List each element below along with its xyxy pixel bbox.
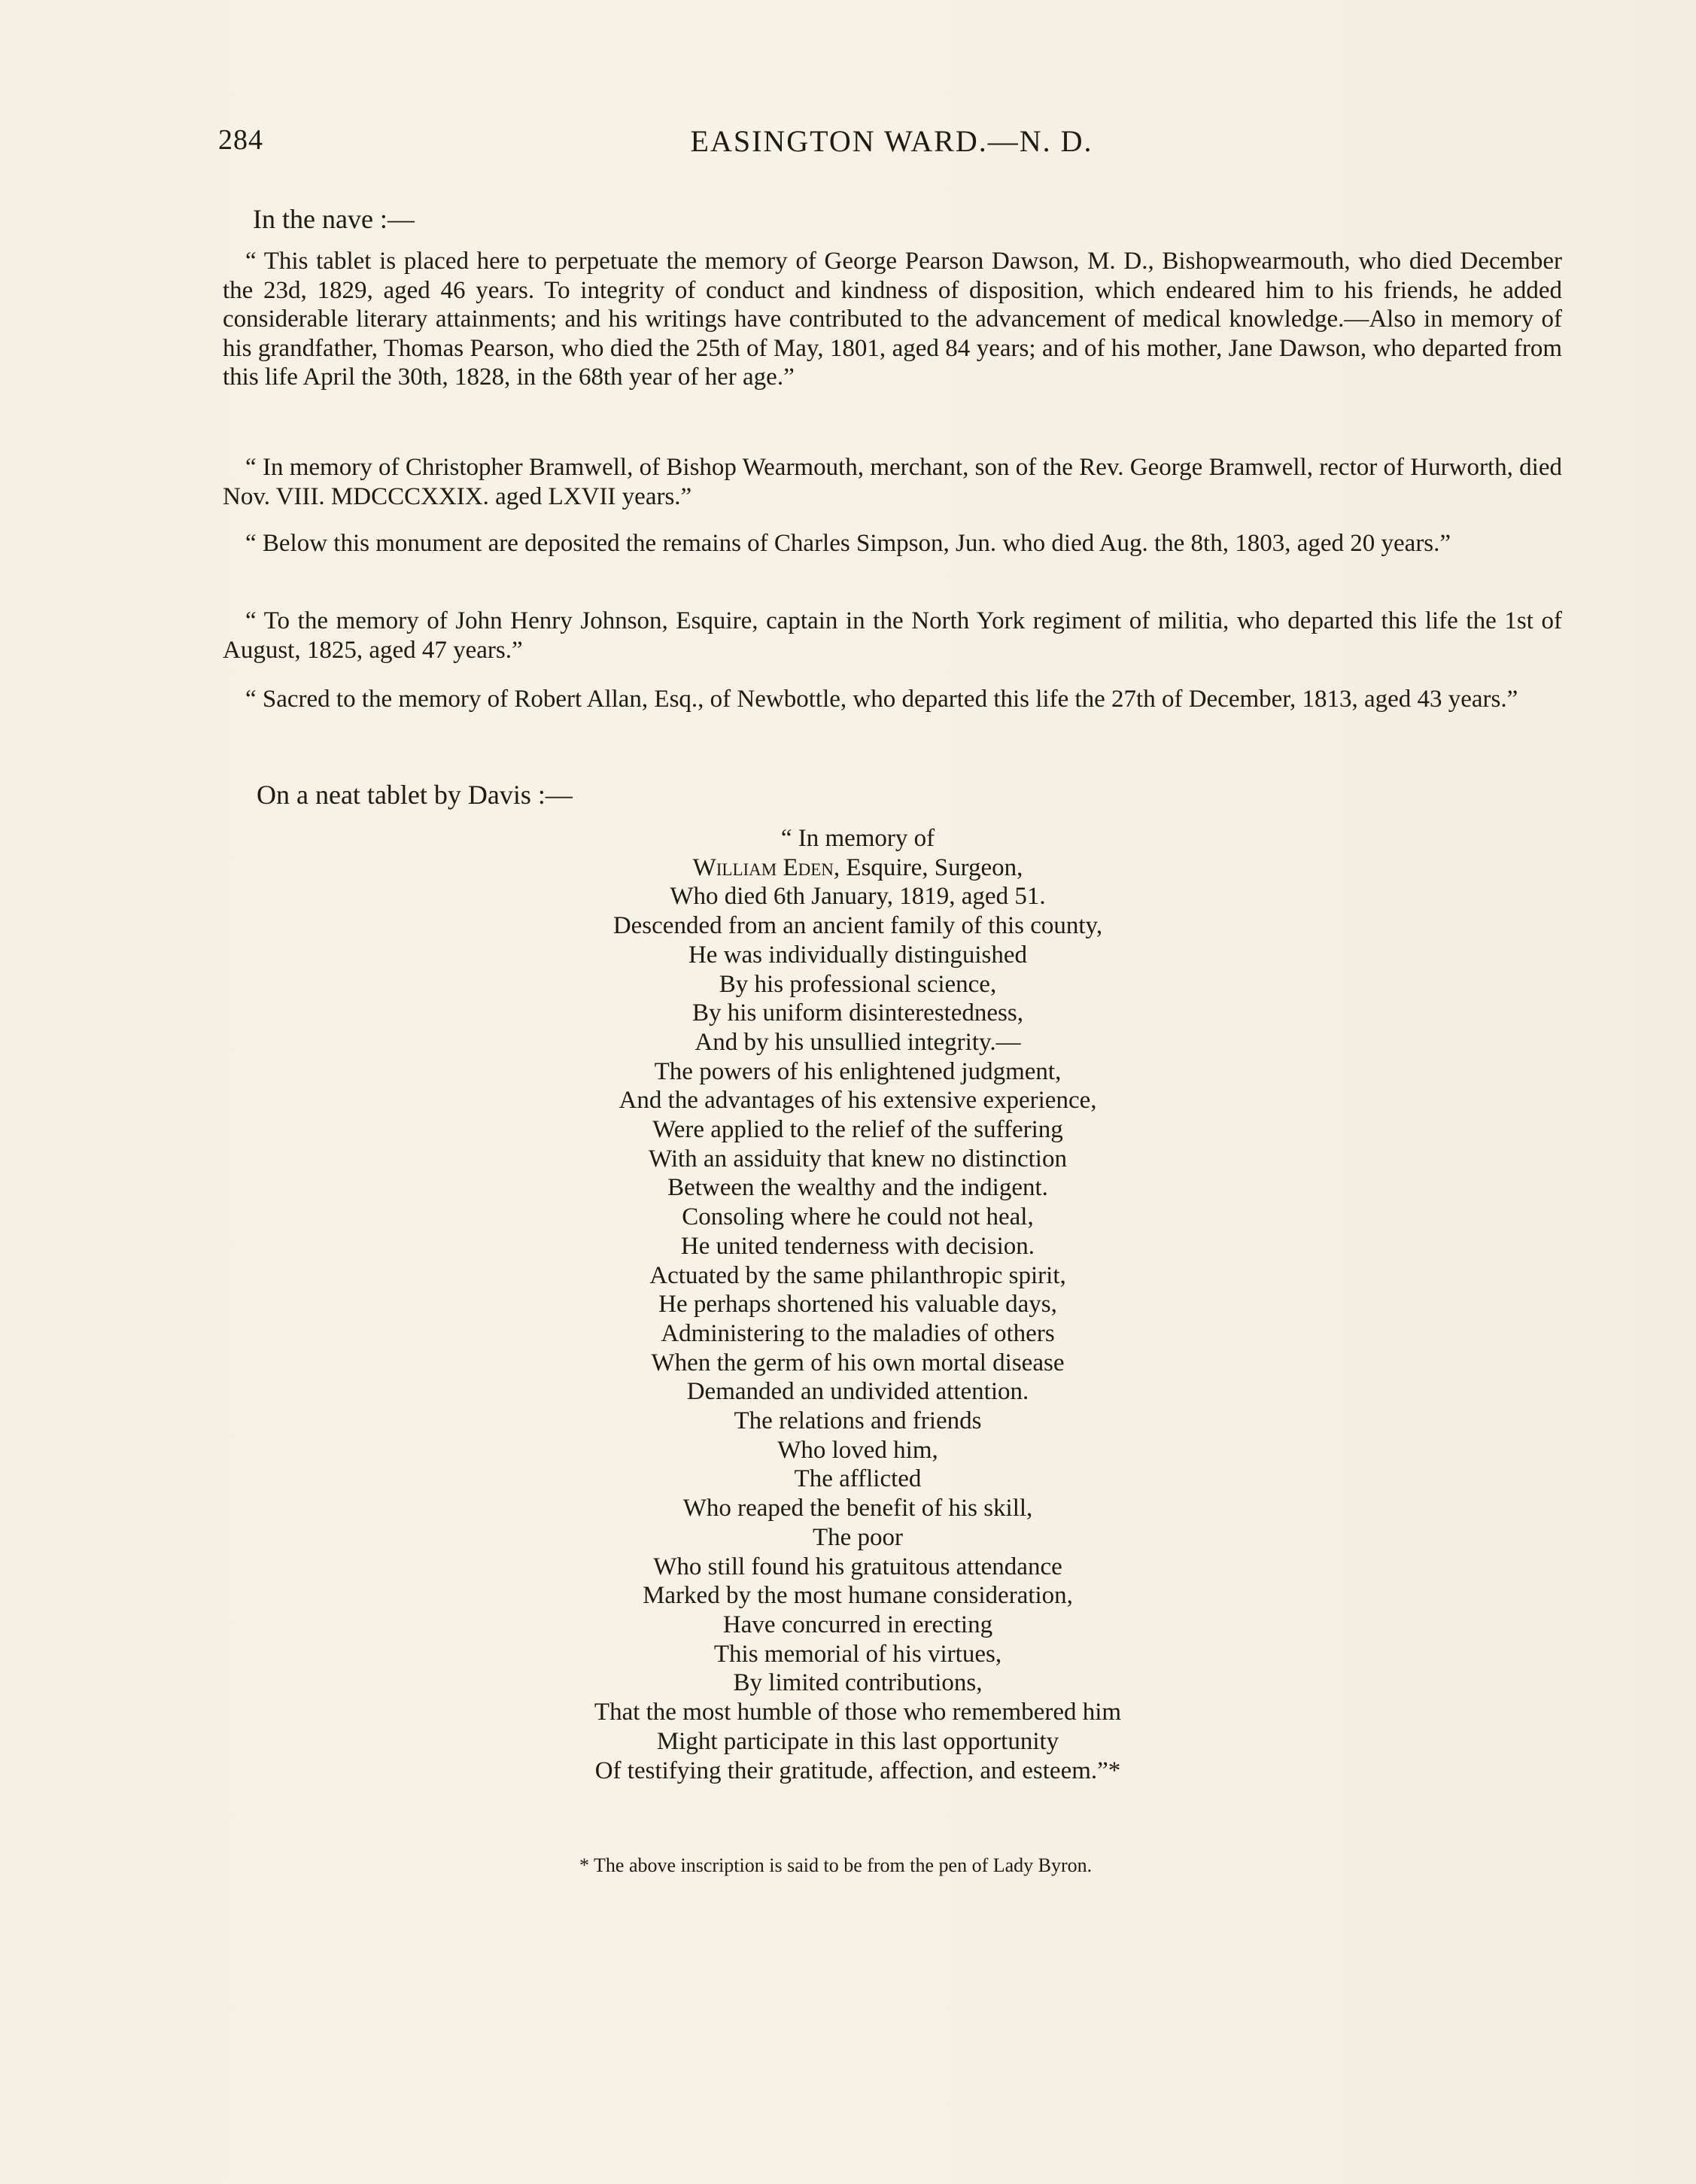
inscription-simpson: “ Below this monument are deposited the remains of Charles Simpson, Jun. who died Aug. the 8th, 1803, aged 20 years.”: [245, 530, 1451, 557]
page-header: [218, 123, 1565, 169]
poem-line: Who died 6th January, 1819, aged 51.: [670, 883, 1046, 911]
inscription-johnson: “ To the memory of John Henry Johnson, Esquire, captain in the North York regiment of militia, who departed this life the 1st of August, 1825, aged 47 years.”: [223, 607, 1562, 664]
poem-line: By his uniform disinterestedness,: [692, 999, 1023, 1027]
poem-line: Who loved him,: [777, 1436, 938, 1464]
poem-line: The poor: [812, 1523, 904, 1551]
poem-line: By limited contributions,: [733, 1669, 983, 1697]
poem-line: With an assiduity that knew no distinction: [649, 1145, 1067, 1173]
poem-line: He was individually distinguished: [688, 941, 1028, 969]
poem-line: And by his unsullied integrity.—: [695, 1028, 1021, 1056]
footnote: * The above inscription is said to be from the pen of Lady Byron.: [579, 1854, 1093, 1876]
honoree-name: William Eden: [692, 853, 834, 881]
page-number: 284: [218, 124, 263, 156]
poem-line: “ In memory of: [780, 825, 935, 852]
poem-line: This memorial of his virtues,: [713, 1640, 1002, 1668]
poem-line: Marked by the most humane consideration,: [643, 1582, 1073, 1610]
poem-line: The relations and friends: [734, 1407, 982, 1435]
poem-line: Have concurred in erecting: [722, 1611, 993, 1638]
section-label-davis: On a neat tablet by Davis :—: [257, 780, 573, 810]
poem-line: [482, 853, 1234, 883]
poem-line: Actuated by the same philanthropic spirit,: [649, 1261, 1066, 1289]
poem-line: He united tenderness with decision.: [680, 1232, 1035, 1260]
poem-line: The afflicted: [794, 1465, 922, 1493]
inscription-dawson: “ This tablet is placed here to perpetuate the memory of George Pearson Dawson, M. D., Bishopwearmouth, who died December the 23d, 1829, aged 46 years. To integrity of conduct and kindness of disposition, which endeared him to his friends, he added considerable literary attainments; and his writings have contributed to the advancement of medical knowledge.—Also in memory of his grandfather, Thomas Pearson, who died the 25th of May, 1801, aged 84 years; and of his mother, Jane Dawson, who departed from this life April the 30th, 1828, in the 68th year of her age.”: [223, 248, 1562, 391]
inscription-allan: “ Sacred to the memory of Robert Allan, Esq., of Newbottle, who departed this life the 27th of December, 1813, aged 43 years.”: [245, 686, 1518, 713]
poem-line: He perhaps shortened his valuable days,: [658, 1291, 1057, 1319]
poem-line: Demanded an undivided attention.: [686, 1378, 1029, 1406]
eden-memorial-inscription: [482, 824, 1234, 1785]
poem-line: Administering to the maladies of others: [661, 1319, 1055, 1347]
poem-line: Between the wealthy and the indigent.: [667, 1174, 1048, 1202]
poem-line: Might participate in this last opportunity: [656, 1727, 1059, 1755]
poem-line: Who still found his gratuitous attendance: [653, 1553, 1062, 1580]
section-label-nave: In the nave :—: [253, 204, 415, 234]
running-head: EASINGTON WARD.—N. D.: [690, 124, 1093, 158]
poem-line: That the most humble of those who remembered him: [594, 1699, 1122, 1726]
poem-line: By his professional science,: [719, 970, 997, 998]
poem-line: Were applied to the relief of the suffering: [652, 1116, 1063, 1144]
poem-line: Who reaped the benefit of his skill,: [682, 1495, 1033, 1522]
poem-line-rest: , Esquire, Surgeon,: [833, 853, 1023, 881]
inscription-bramwell: “ In memory of Christopher Bramwell, of Bishop Wearmouth, merchant, son of the Rev. George Bramwell, rector of Hurworth, died Nov. VIII. MDCCCXXIX. aged LXVII years.”: [223, 454, 1562, 510]
poem-line: Of testifying their gratitude, affection, and esteem.”*: [594, 1757, 1121, 1784]
poem-line: When the germ of his own mortal disease: [651, 1349, 1065, 1376]
poem-line: Consoling where he could not heal,: [682, 1203, 1034, 1231]
poem-line: The powers of his enlightened judgment,: [654, 1057, 1062, 1085]
poem-line: And the advantages of his extensive experience,: [619, 1087, 1097, 1115]
poem-line: Descended from an ancient family of this county,: [612, 912, 1103, 940]
